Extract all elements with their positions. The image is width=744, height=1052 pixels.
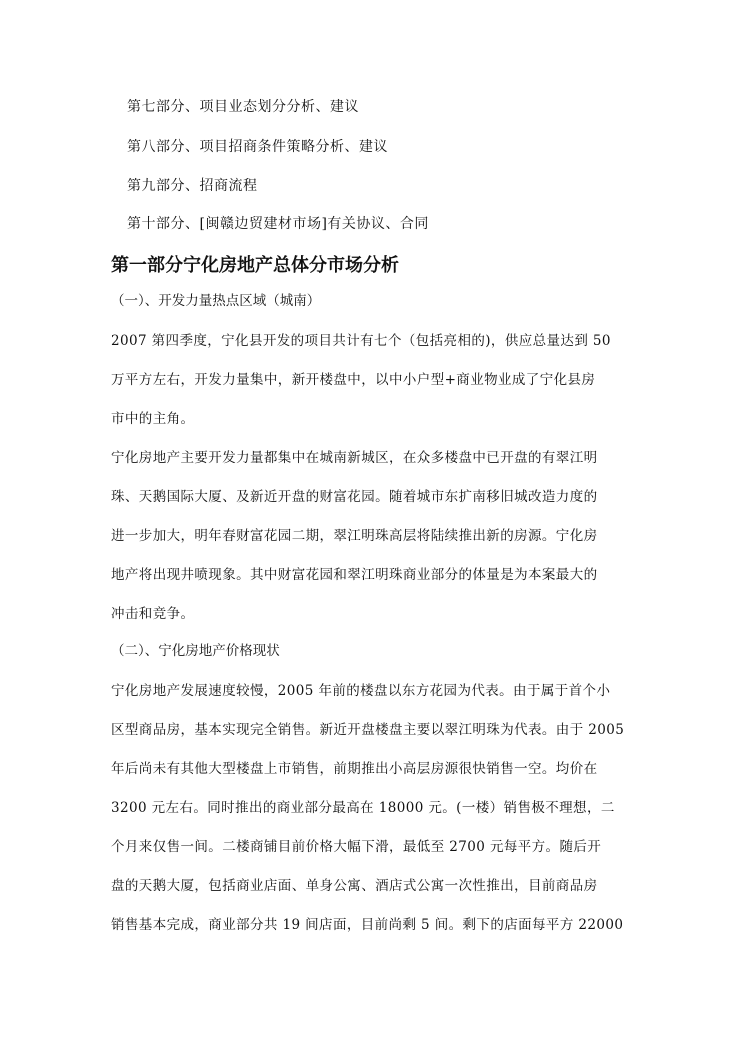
paragraph-development-area bbox=[111, 439, 633, 634]
toc-item-part7: 第七部分、项目业态划分分析、建议 bbox=[127, 99, 359, 115]
paragraph-line: 宁化房地产发展速度较慢，2005 年前的楼盘以东方花园为代表。由于属于首个小 bbox=[111, 683, 611, 699]
paragraph-line: 市中的主角。 bbox=[111, 411, 195, 427]
paragraph-line: 冲击和竞争。 bbox=[111, 606, 195, 622]
paragraph-line: 万平方左右，开发力量集中，新开楼盘中，以中小户型+商业物业成了宁化县房 bbox=[111, 372, 596, 388]
paragraph-line: 珠、天鹅国际大厦、及新近开盘的财富花园。随着城市东扩南移旧城改造力度的 bbox=[111, 489, 598, 505]
paragraph-supply bbox=[111, 322, 633, 439]
toc-item-part9: 第九部分、招商流程 bbox=[127, 178, 258, 194]
paragraph-line: 2007 第四季度，宁化县开发的项目共计有七个（包括亮相的)，供应总量达到 50 bbox=[111, 333, 611, 349]
toc-item-part10: 第十部分、[闽赣边贸建材市场]有关协议、合同 bbox=[127, 216, 429, 232]
paragraph-line: 区型商品房，基本实现完全销售。新近开盘楼盘主要以翠江明珠为代表。由于 2005 bbox=[111, 722, 625, 738]
paragraph-line: 宁化房地产主要开发力量都集中在城南新城区，在众多楼盘中已开盘的有翠江明 bbox=[111, 450, 598, 466]
paragraph-line: 销售基本完成，商业部分共 19 间店面，目前尚剩 5 间。剩下的店面每平方 22000 bbox=[111, 917, 624, 933]
paragraph-line: 盘的天鹅大厦，包括商业店面、单身公寓、酒店式公寓一次性推出，目前商品房 bbox=[111, 878, 598, 894]
paragraph-line: 3200 元左右。同时推出的商业部分最高在 18000 元。(一楼）销售极不理想，二 bbox=[111, 800, 615, 816]
paragraph-line: 地产将出现井喷现象。其中财富花园和翠江明珠商业部分的体量是为本案最大的 bbox=[111, 567, 598, 583]
subsection-title-1: （一）、开发力量热点区域（城南） bbox=[111, 293, 321, 309]
subsection-title-2: （二）、宁化房地产价格现状 bbox=[111, 643, 280, 659]
toc-item-part8: 第八部分、项目招商条件策略分析、建议 bbox=[127, 139, 388, 155]
paragraph-line: 进一步加大，明年春财富花园二期，翠江明珠高层将陆续推出新的房源。宁化房 bbox=[111, 528, 598, 544]
paragraph-price-status bbox=[111, 672, 633, 945]
section-heading: 第一部分宁化房地产总体分市场分析 bbox=[111, 255, 399, 276]
paragraph-line: 个月来仅售一间。二楼商铺目前价格大幅下滑，最低至 2700 元每平方。随后开 bbox=[111, 839, 602, 855]
paragraph-line: 年后尚未有其他大型楼盘上市销售，前期推出小高层房源很快销售一空。均价在 bbox=[111, 761, 598, 777]
